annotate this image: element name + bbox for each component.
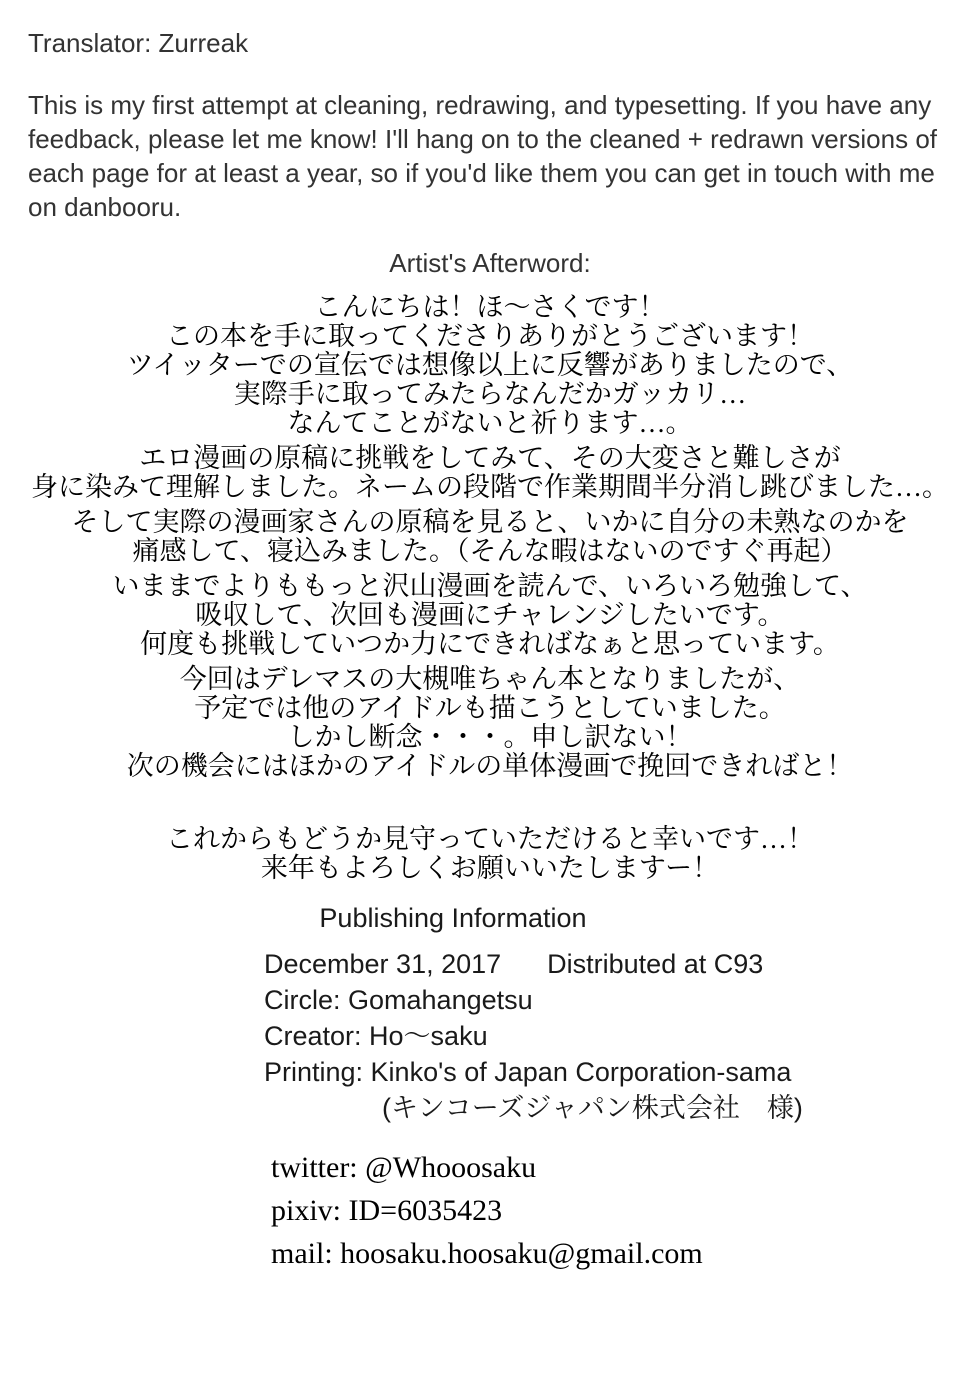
afterword-stanza-greeting [0,293,980,438]
afterword-stanza-reflection [0,508,980,566]
afterword-line: エロ漫画の原稿に挑戦をしてみて、その大変さと難しさが [139,443,841,473]
contact-pixiv: pixiv: ID=6035423 [271,1194,503,1227]
afterword-stanza-closing [0,825,980,883]
publishing-distribution: Distributed at C93 [547,949,764,979]
afterword-line: 来年もよろしくお願いいたしますー！ [260,853,720,883]
afterword-heading: Artist's Afterword: [389,248,591,278]
translator-credit: Translator: Zurreak [28,28,249,58]
afterword-line: しかし断念・・・。申し訳ない！ [287,722,693,752]
afterword-stanza-study [0,572,980,659]
afterword-line: 次の機会にはほかのアイドルの単体漫画で挽回できればと！ [126,751,854,781]
publishing-creator: Creator: Ho〜saku [264,1021,488,1051]
translator-note-line: on danbooru. [28,192,182,222]
publishing-circle: Circle: Gomahangetsu [264,985,533,1015]
afterword-line: 吸収して、次回も漫画にチャレンジしたいです。 [195,600,785,630]
afterword-line: 実際手に取ってみたらなんだかガッカリ… [233,379,747,409]
translator-note-line: feedback, please let me know! I'll hang on to the cleaned + redrawn versions of [28,124,938,154]
translator-note-line: each page for at least a year, so if you'd like them you can get in touch with me [28,158,935,188]
publishing-date-row [264,946,803,982]
afterword-line: この本を手に取ってくださりありがとうございます！ [166,321,814,351]
afterword-line: 何度も挑戦していつか力にできればなぁと思っています。 [140,629,840,659]
publishing-block [264,946,803,1126]
afterword-line: こんにちは！ほ〜さくです！ [314,292,666,322]
afterword-line: これからもどうか見守っていただけると幸いです…！ [166,824,814,854]
publishing-printing-jp: (キンコーズジャパン株式会社 様) [382,1093,803,1123]
afterword-stanza-challenge [0,444,980,502]
afterword-line: 身に染みて理解しました。ネームの段階で作業期間半分消し跳びました…。 [31,472,949,502]
publishing-heading: Publishing Information [319,903,587,933]
translator-note-line: This is my first attempt at cleaning, redrawing, and typesetting. If you have any [28,90,932,120]
afterword-line: そして実際の漫画家さんの原稿を見ると、いかに自分の未熟なのかを [71,507,909,537]
afterword-stanza-book [0,665,980,781]
afterword-line: 予定では他のアイドルも描こうとしていました。 [194,693,786,723]
contact-block [271,1146,703,1275]
publishing-date: December 31, 2017 [264,949,502,979]
publishing-printing: Printing: Kinko's of Japan Corporation-sama [264,1057,792,1087]
contact-twitter: twitter: @Whooosaku [271,1151,537,1184]
translator-note [28,88,938,224]
contact-mail: mail: hoosaku.hoosaku@gmail.com [271,1237,703,1270]
afterword-line: 痛感して、寝込みました。（そんな暇はないのですぐ再起） [132,536,848,566]
afterword-body [0,293,980,889]
afterword-line: ツイッターでの宣伝では想像以上に反響がありましたので、 [126,350,854,380]
afterword-line: 今回はデレマスの大槻唯ちゃん本となりましたが、 [179,664,801,694]
afterword-line: いままでよりももっと沢山漫画を読んで、いろいろ勉強して、 [112,571,868,601]
afterword-line: なんてことがないと祈ります…。 [287,408,693,438]
